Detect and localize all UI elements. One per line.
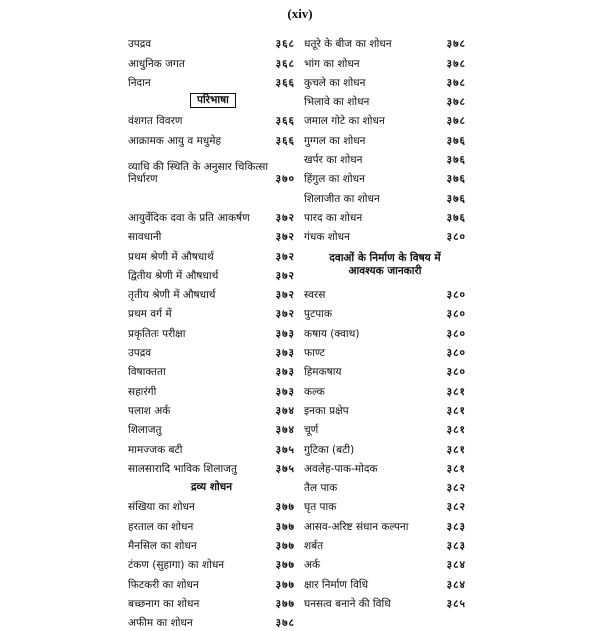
toc-entry-title: उपद्रव	[128, 347, 152, 360]
toc-entry-title: हरताल का शोधन	[128, 520, 194, 533]
toc-entry	[304, 419, 466, 438]
toc-entry-title: शिलाजतु	[128, 424, 162, 437]
toc-entry-title: प्रथम वर्ग में	[128, 308, 172, 321]
right-bottom-entries	[304, 284, 466, 612]
toc-entry-title: कुचले का शोधन	[304, 76, 366, 89]
toc-entry	[304, 149, 466, 168]
toc-entry	[304, 535, 466, 554]
toc-entry-title: घनसत्व बनाने की विधि	[304, 597, 391, 610]
toc-entry-title: आसव-अरिष्ट संधान कल्पना	[304, 520, 409, 533]
toc-entry-title: हिंगुल का शोधन	[304, 173, 365, 186]
toc-entry	[128, 573, 295, 592]
toc-entry-page-number: ३७७	[275, 520, 295, 533]
toc-entry-title: शर्बत	[304, 540, 324, 553]
toc-entry-page-number: ३८०	[446, 366, 466, 379]
toc-entry	[304, 187, 466, 206]
toc-entry	[304, 458, 466, 477]
toc-entry	[128, 33, 295, 52]
toc-entry	[128, 400, 295, 419]
toc-entry-page-number: ३७८	[446, 38, 466, 51]
toc-entry-page-number: ३७६	[446, 154, 466, 167]
toc-entry-title: पारद का शोधन	[304, 211, 363, 224]
toc-entry-title: उपद्रव	[128, 38, 152, 51]
toc-entry-page-number: ३७८	[275, 617, 295, 630]
toc-entry-title: संखिया का शोधन	[128, 501, 195, 514]
toc-entry-page-number: ३८०	[446, 289, 466, 302]
toc-entry-title: पलाश अर्क	[128, 404, 171, 417]
toc-entry	[304, 284, 466, 303]
toc-entry-title: प्रकृतितः परीक्षा	[128, 327, 186, 340]
toc-entry-title: तृतीय श्रेणी में औषधार्थ	[128, 289, 216, 302]
toc-entry-title: अवलेह-पाक-मोदक	[304, 462, 378, 475]
toc-entry-page-number: ३६८	[275, 57, 295, 70]
toc-entry-page-number: ३७८	[446, 57, 466, 70]
toc-entry-page-number: ३७७	[275, 559, 295, 572]
toc-entry-title: व्याधि की स्थिति के अनुसार चिकित्सा निर्धारण	[128, 161, 269, 186]
toc-entry	[304, 72, 466, 91]
toc-entry-page-number: ३७३	[275, 366, 295, 379]
toc-entry	[304, 438, 466, 457]
toc-entry-page-number: ३८०	[446, 308, 466, 321]
toc-entry-page-number: ३८०	[446, 231, 466, 244]
toc-entry-title: गुग्गल का शोधन	[304, 134, 366, 147]
toc-entry-title: आक्रामक आयु व मधुमेह	[128, 134, 222, 147]
toc-entry-title: अफीम का शोधन	[128, 617, 193, 630]
toc-entry	[304, 129, 466, 148]
toc-entry	[304, 207, 466, 226]
toc-entry	[304, 554, 466, 573]
toc-entry-page-number: ३८१	[446, 424, 466, 437]
toc-entry	[128, 187, 295, 226]
toc-entry-page-number: ३७८	[446, 76, 466, 89]
toc-entry-title: जमाल गोटे का शोधन	[304, 115, 385, 128]
toc-entry	[304, 226, 466, 245]
section-heading-label: परिभाषा	[190, 93, 236, 108]
toc-entry	[304, 400, 466, 419]
toc-entry-page-number: ३८२	[446, 482, 466, 495]
toc-entry-title: खर्पर का शोधन	[304, 154, 363, 167]
toc-entry-page-number: ३६८	[275, 38, 295, 51]
toc-entry-title: आधुनिक जगत	[128, 57, 185, 70]
toc-entry	[304, 515, 466, 534]
toc-entry	[304, 168, 466, 187]
subsection-heading-dravya-shodhan: द्रव्य शोधन	[190, 481, 233, 494]
toc-entry-page-number: ३७७	[275, 597, 295, 610]
toc-entry-title: चूर्ण	[304, 424, 319, 437]
toc-entry-title: भांग का शोधन	[304, 57, 360, 70]
toc-entry-page-number: ३६६	[275, 115, 295, 128]
toc-entry-page-number: ३७६	[446, 134, 466, 147]
toc-entry-page-number: ३७४	[275, 424, 295, 437]
toc-entry-page-number: ३७६	[446, 192, 466, 205]
toc-entry	[304, 342, 466, 361]
toc-entry	[128, 361, 295, 380]
toc-entry	[128, 438, 295, 457]
toc-entry	[128, 52, 295, 71]
toc-entry-title: विषाक्तता	[128, 366, 166, 379]
toc-entry-page-number: ३७२	[275, 308, 295, 321]
section-heading-nirmaan	[304, 245, 466, 284]
toc-entry	[128, 245, 295, 264]
toc-entry-title: फिटकरी का शोधन	[128, 578, 199, 591]
toc-entry-title: सहारंगी	[128, 385, 157, 398]
toc-entry-title: धतूरे के बीज का शोधन	[304, 38, 392, 51]
toc-left-column	[128, 33, 295, 631]
toc-entry-page-number: ३७२	[275, 250, 295, 263]
toc-entry-page-number: ३७७	[275, 501, 295, 514]
toc-entry-title: मैनसिल का शोधन	[128, 540, 197, 553]
toc-entry	[304, 380, 466, 399]
toc-entry-page-number: ३८१	[446, 385, 466, 398]
toc-entry	[128, 515, 295, 534]
toc-entry-page-number: ३८१	[446, 404, 466, 417]
toc-entry-page-number: ३७८	[446, 115, 466, 128]
toc-entry-page-number: ३८१	[446, 462, 466, 475]
toc-entry	[304, 110, 466, 129]
toc-entry	[128, 322, 295, 341]
toc-entry-page-number: ३७०	[275, 173, 295, 186]
toc-entry-page-number: ३६६	[275, 76, 295, 89]
toc-entry-title: भिलावे का शोधन	[304, 96, 370, 109]
toc-entry-title: सावधानी	[128, 231, 162, 244]
toc-entry-title: आयुर्वेदिक दवा के प्रति आकर्षण	[128, 211, 250, 224]
toc-entry	[128, 303, 295, 322]
toc-entry-title: हिमकषाय	[304, 366, 342, 379]
toc-entry	[304, 322, 466, 341]
toc-entry	[128, 612, 295, 631]
toc-entry	[128, 535, 295, 554]
left-middle-entries	[128, 110, 295, 477]
toc-entry-page-number: ३७३	[275, 347, 295, 360]
toc-entry-page-number: ३७२	[275, 231, 295, 244]
toc-entry	[128, 342, 295, 361]
toc-entry	[128, 129, 295, 148]
toc-entry-page-number: ३७७	[275, 540, 295, 553]
toc-entry-page-number: ३८१	[446, 443, 466, 456]
toc-entry-title: क्षार निर्माण विधि	[304, 578, 369, 591]
toc-entry-page-number: ३८४	[446, 559, 466, 572]
toc-entry	[128, 554, 295, 573]
toc-entry	[128, 284, 295, 303]
toc-entry	[304, 303, 466, 322]
toc-entry	[128, 496, 295, 515]
toc-entry-page-number: ३८५	[446, 597, 466, 610]
toc-entry-title: इनका प्रक्षेप	[304, 404, 349, 417]
toc-entry	[128, 226, 295, 245]
toc-entry-page-number: ३७४	[275, 404, 295, 417]
toc-entry	[304, 496, 466, 515]
toc-entry	[128, 419, 295, 438]
toc-entry-title: गंधक शोधन	[304, 231, 350, 244]
toc-entry-title: द्वितीय श्रेणी में औषधार्थ	[128, 269, 219, 282]
toc-entry-title: बच्छनाग का शोधन	[128, 597, 200, 610]
toc-entry-title: प्रथम श्रेणी में औषधार्थ	[128, 250, 214, 263]
toc-entry-page-number: ३८०	[446, 327, 466, 340]
toc-entry	[304, 593, 466, 612]
toc-entry-title: कषाय (क्वाथ)	[304, 327, 360, 340]
toc-entry-title: फाण्ट	[304, 347, 325, 360]
toc-entry-title: शिलाजीत का शोधन	[304, 192, 380, 205]
toc-entry	[304, 573, 466, 592]
toc-entry-title: कल्क	[304, 385, 325, 398]
toc-entry-page-number: ३७५	[275, 462, 295, 475]
toc-entry-title: तैल पाक	[304, 482, 338, 495]
toc-entry-title: पुटपाक	[304, 308, 333, 321]
toc-entry-title: सालसारादि भाविक शिलाजतु	[128, 462, 237, 475]
section-heading-line1: दवाओं के निर्माण के विषय में	[329, 251, 441, 264]
toc-entry	[128, 593, 295, 612]
section-heading-paribhasha	[128, 91, 295, 110]
toc-entry-title: घृत पाक	[304, 501, 337, 514]
left-bottom-entries	[128, 496, 295, 631]
toc-entry	[304, 361, 466, 380]
toc-entry-page-number: ३७२	[275, 269, 295, 282]
toc-entry-page-number: ३७६	[446, 211, 466, 224]
toc-entry-title: अर्क	[304, 559, 321, 572]
toc-entry-page-number: ३८०	[446, 347, 466, 360]
toc-entry	[304, 33, 466, 52]
toc-entry-title: टंकण (सुहागा) का शोधन	[128, 559, 225, 572]
toc-entry-page-number: ३८३	[446, 540, 466, 553]
toc-entry	[128, 265, 295, 284]
toc-entry-title: वंशगत विवरण	[128, 115, 183, 128]
toc-entry-page-number: ३७६	[446, 173, 466, 186]
toc-entry-page-number: ३८२	[446, 501, 466, 514]
toc-entry-page-number: ३७७	[275, 578, 295, 591]
toc-entry-page-number: ३६६	[275, 134, 295, 147]
toc-entry-page-number: ३७८	[446, 96, 466, 109]
left-top-entries	[128, 33, 295, 91]
toc-entry	[304, 91, 466, 110]
toc-entry	[128, 458, 295, 477]
toc-entry	[304, 477, 466, 496]
toc-entry-title: निदान	[128, 76, 151, 89]
toc-entry-page-number: ३७२	[275, 289, 295, 302]
toc-entry-page-number: ३७३	[275, 385, 295, 398]
toc-right-column	[304, 33, 466, 612]
toc-entry-page-number: ३७२	[275, 211, 295, 224]
right-top-entries	[304, 33, 466, 245]
page-number: (xiv)	[287, 6, 313, 21]
section-heading-line2: आवश्यक जानकारी	[348, 264, 422, 277]
toc-entry	[304, 52, 466, 71]
toc-entry-page-number: ३८४	[446, 578, 466, 591]
toc-entry-title: स्वरस	[304, 289, 326, 302]
toc-entry-title: गुटिका (बटी)	[304, 443, 355, 456]
toc-entry-title: मामज्जक बटी	[128, 443, 183, 456]
toc-entry	[128, 380, 295, 399]
toc-entry	[128, 149, 295, 188]
toc-entry-page-number: ३७५	[275, 443, 295, 456]
toc-entry-page-number: ३८३	[446, 520, 466, 533]
toc-entry-page-number: ३७३	[275, 327, 295, 340]
toc-entry	[128, 72, 295, 91]
toc-entry	[128, 110, 295, 129]
